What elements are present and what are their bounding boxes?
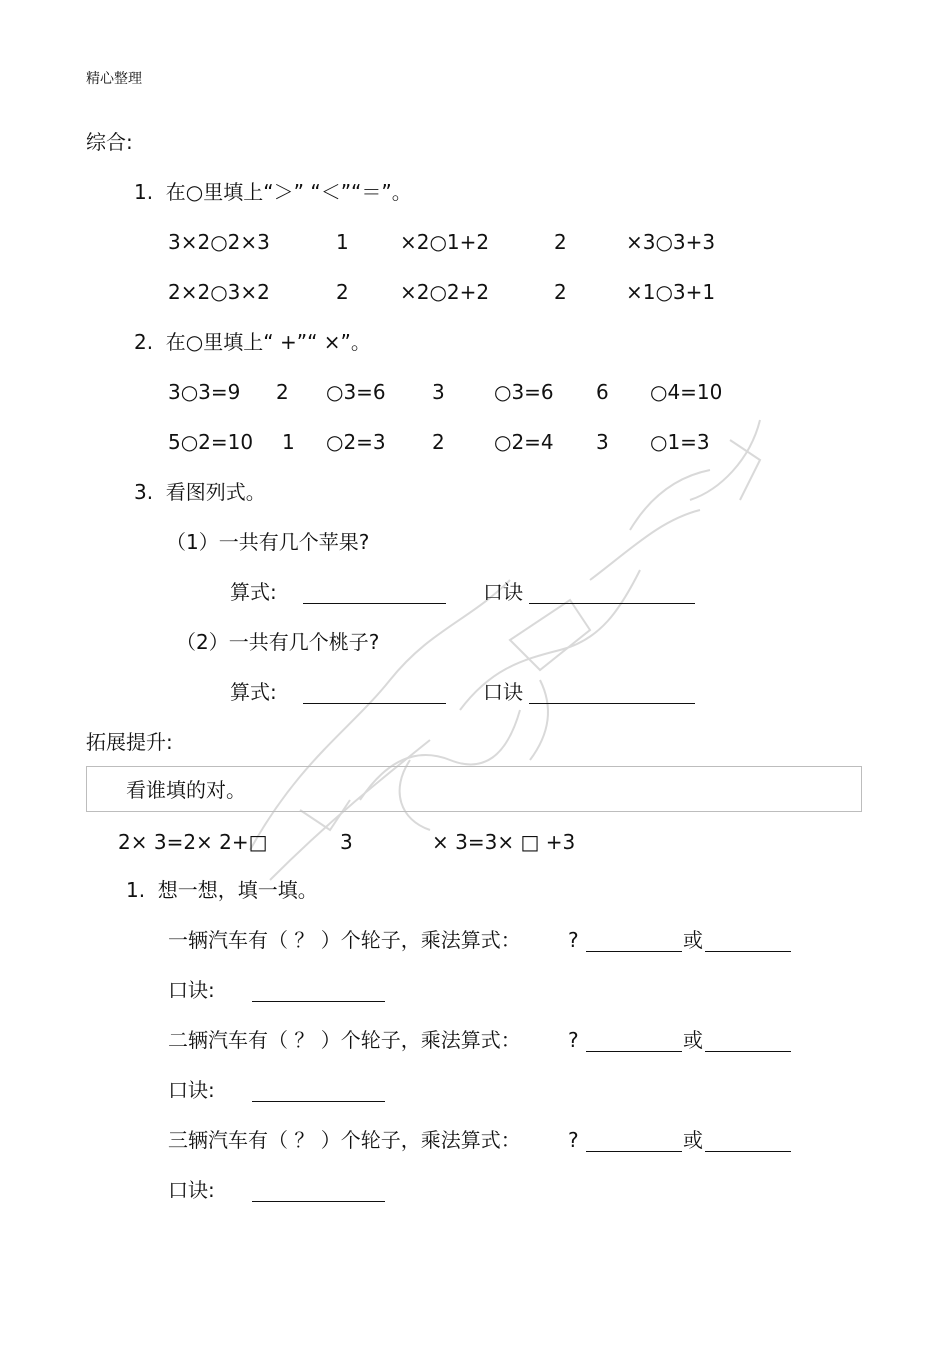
q2-r1-c5: ○3=6 — [494, 380, 554, 404]
q1-r2-c3: ×2○2+2 — [400, 280, 490, 304]
q3-sub2-rhyme-blank[interactable] — [529, 703, 695, 704]
q2-r2-c7: ○1=3 — [650, 430, 710, 454]
q1-r1-c3: ×2○1+2 — [400, 230, 490, 254]
q3-sub2-rhyme-label: 口诀 — [483, 680, 523, 704]
q3-sub2-formula-label: 算式: — [230, 680, 277, 704]
q2-r2-c2: 1 — [282, 430, 295, 454]
q2-r1-c4: 3 — [432, 380, 445, 404]
q1-title: 1. 在○里填上“＞” “＜”“＝”。 — [134, 180, 412, 204]
q1-r2-c4: 2 — [554, 280, 567, 304]
extension-line-b: 3 — [340, 830, 353, 854]
q2-r2-c4: 2 — [432, 430, 445, 454]
q2-r1-c1: 3○3=9 — [168, 380, 241, 404]
q1-r2-c1: 2×2○3×2 — [168, 280, 270, 304]
q3-sub1-rhyme-label: 口诀 — [483, 580, 523, 604]
q1-r1-c5: ×3○3+3 — [626, 230, 716, 254]
car2-text: 二辆汽车有（ ？ ）个轮子，乘法算式： — [168, 1028, 521, 1052]
extension-line-c: × 3=3× □ +3 — [432, 830, 576, 854]
header-label: 精心整理 — [86, 71, 142, 87]
car3-text: 三辆汽车有（ ？ ）个轮子，乘法算式： — [168, 1128, 521, 1152]
q1-r2-c5: ×1○3+1 — [626, 280, 716, 304]
q2-r1-c7: ○4=10 — [650, 380, 723, 404]
q2-r2-c5: ○2=4 — [494, 430, 554, 454]
car1-formula-blank-2[interactable] — [705, 951, 791, 952]
car1-q: ? — [568, 928, 579, 952]
q3-sub1-formula-blank[interactable] — [303, 603, 446, 604]
car3-rhyme-blank[interactable] — [252, 1201, 385, 1202]
car3-or: 或 — [683, 1128, 703, 1152]
car3-formula-blank-2[interactable] — [705, 1151, 791, 1152]
car2-or: 或 — [683, 1028, 703, 1052]
q2-r1-c6: 6 — [596, 380, 609, 404]
car2-rhyme-label: 口诀: — [168, 1078, 215, 1102]
q2-r2-c6: 3 — [596, 430, 609, 454]
q2-r2-c1: 5○2=10 — [168, 430, 254, 454]
q3-sub2: （2）一共有几个桃子? — [176, 630, 380, 654]
q1-r2-c2: 2 — [336, 280, 349, 304]
q3-sub1: （1）一共有几个苹果? — [166, 530, 370, 554]
q3-sub1-formula-label: 算式: — [230, 580, 277, 604]
think-title: 1. 想一想，填一填。 — [126, 878, 318, 902]
car1-or: 或 — [683, 928, 703, 952]
car3-formula-blank[interactable] — [586, 1151, 682, 1152]
car3-q: ? — [568, 1128, 579, 1152]
extension-banner-text: 看谁填的对。 — [126, 778, 246, 802]
car1-rhyme-blank[interactable] — [252, 1001, 385, 1002]
extension-line-a: 2× 3=2× 2+□ — [118, 830, 268, 854]
section-extension: 拓展提升: — [86, 730, 173, 754]
section-comprehensive: 综合: — [86, 130, 133, 154]
car1-rhyme-label: 口诀: — [168, 978, 215, 1002]
car3-rhyme-label: 口诀: — [168, 1178, 215, 1202]
q2-r2-c3: ○2=3 — [326, 430, 386, 454]
q2-r1-c3: ○3=6 — [326, 380, 386, 404]
car2-formula-blank[interactable] — [586, 1051, 682, 1052]
q1-r1-c2: 1 — [336, 230, 349, 254]
q3-sub1-rhyme-blank[interactable] — [529, 603, 695, 604]
car1-text: 一辆汽车有（ ？ ）个轮子，乘法算式： — [168, 928, 521, 952]
q1-r1-c4: 2 — [554, 230, 567, 254]
car2-rhyme-blank[interactable] — [252, 1101, 385, 1102]
car2-formula-blank-2[interactable] — [705, 1051, 791, 1052]
q1-r1-c1: 3×2○2×3 — [168, 230, 270, 254]
q2-r1-c2: 2 — [276, 380, 289, 404]
car2-q: ? — [568, 1028, 579, 1052]
q3-title: 3. 看图列式。 — [134, 480, 266, 504]
q3-sub2-formula-blank[interactable] — [303, 703, 446, 704]
car1-formula-blank[interactable] — [586, 951, 682, 952]
q2-title: 2. 在○里填上“ +”“ ×”。 — [134, 330, 371, 354]
